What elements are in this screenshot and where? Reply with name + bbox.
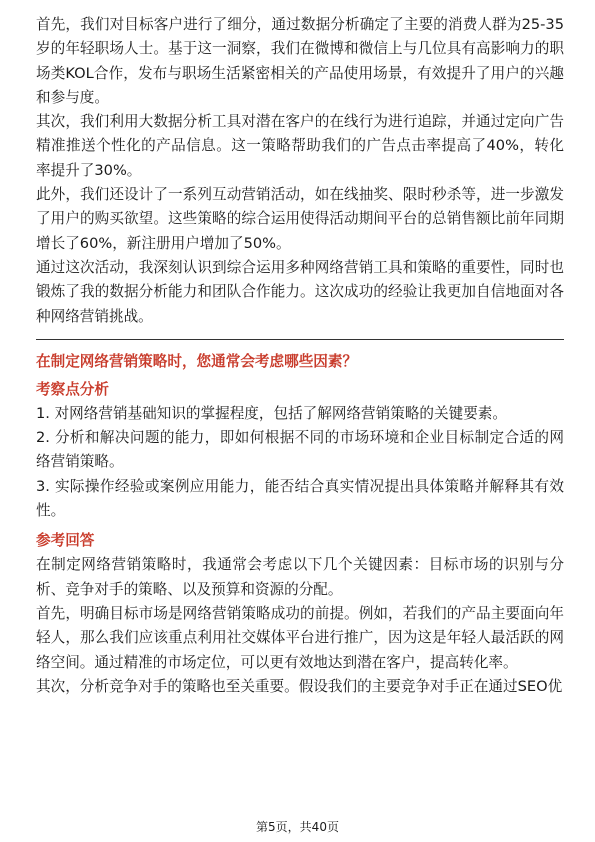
answer-title: 参考回答: [36, 532, 95, 550]
page-footer: 第5页，共40页: [256, 820, 339, 834]
intro-paragraph-4: 通过这次活动，我深刻认识到综合运用多种网络营销工具和策略的重要性，同时也锻炼了我的数据分析能力和团队合作能力。这次成功的经验让我更加自信地面对各种网络营销挑战。: [36, 258, 564, 325]
page-content: [36, 13, 564, 699]
points-title: 考察点分析: [36, 380, 109, 398]
answer-paragraph-2: 首先，明确目标市场是网络营销策略成功的前提。例如，若我们的产品主要面向年轻人，那么我们应该重点利用社交媒体平台进行推广，因为这是年轻人最活跃的网络空间。通过精准的市场定位，可以更有效地达到潜在客户，提高转化率。: [36, 604, 564, 671]
question-heading: 在制定网络营销策略时，您通常会考虑哪些因素？: [36, 352, 358, 370]
answer-paragraph-1: 在制定网络营销策略时，我通常会考虑以下几个关键因素：目标市场的识别与分析、竞争对手的策略、以及预算和资源的分配。: [36, 556, 564, 598]
point-item-2: 2. 分析和解决问题的能力，即如何根据不同的市场环境和企业目标制定合适的网络营销策略。: [36, 429, 564, 471]
section-divider: [36, 339, 564, 340]
point-item-1: 1. 对网络营销基础知识的掌握程度，包括了解网络营销策略的关键要素。: [36, 404, 507, 422]
answer-paragraph-3: 其次，分析竞争对手的策略也至关重要。假设我们的主要竞争对手正在通过SEO优: [36, 677, 563, 695]
point-item-3: 3. 实际操作经验或案例应用能力，能否结合真实情况提出具体策略并解释其有效性。: [36, 477, 564, 520]
intro-paragraph-3: 此外，我们还设计了一系列互动营销活动，如在线抽奖、限时秒杀等，进一步激发了用户的购买欲望。这些策略的综合运用使得活动期间平台的总销售额比前年同期增长了60%，新注册用户增加了50%。: [36, 186, 564, 252]
intro-paragraph-1: 首先，我们对目标客户进行了细分，通过数据分析确定了主要的消费人群为25-35岁的年轻职场人士。基于这一洞察，我们在微博和微信上与几位具有高影响力的职场类KOL合作，发布与职场生活紧密相关的产品使用场景，有效提升了用户的兴趣和参与度。: [36, 16, 564, 106]
intro-paragraph-2: 其次，我们利用大数据分析工具对潜在客户的在线行为进行追踪，并通过定向广告精准推送个性化的产品信息。这一策略帮助我们的广告点击率提高了40%，转化率提升了30%。: [36, 113, 564, 179]
